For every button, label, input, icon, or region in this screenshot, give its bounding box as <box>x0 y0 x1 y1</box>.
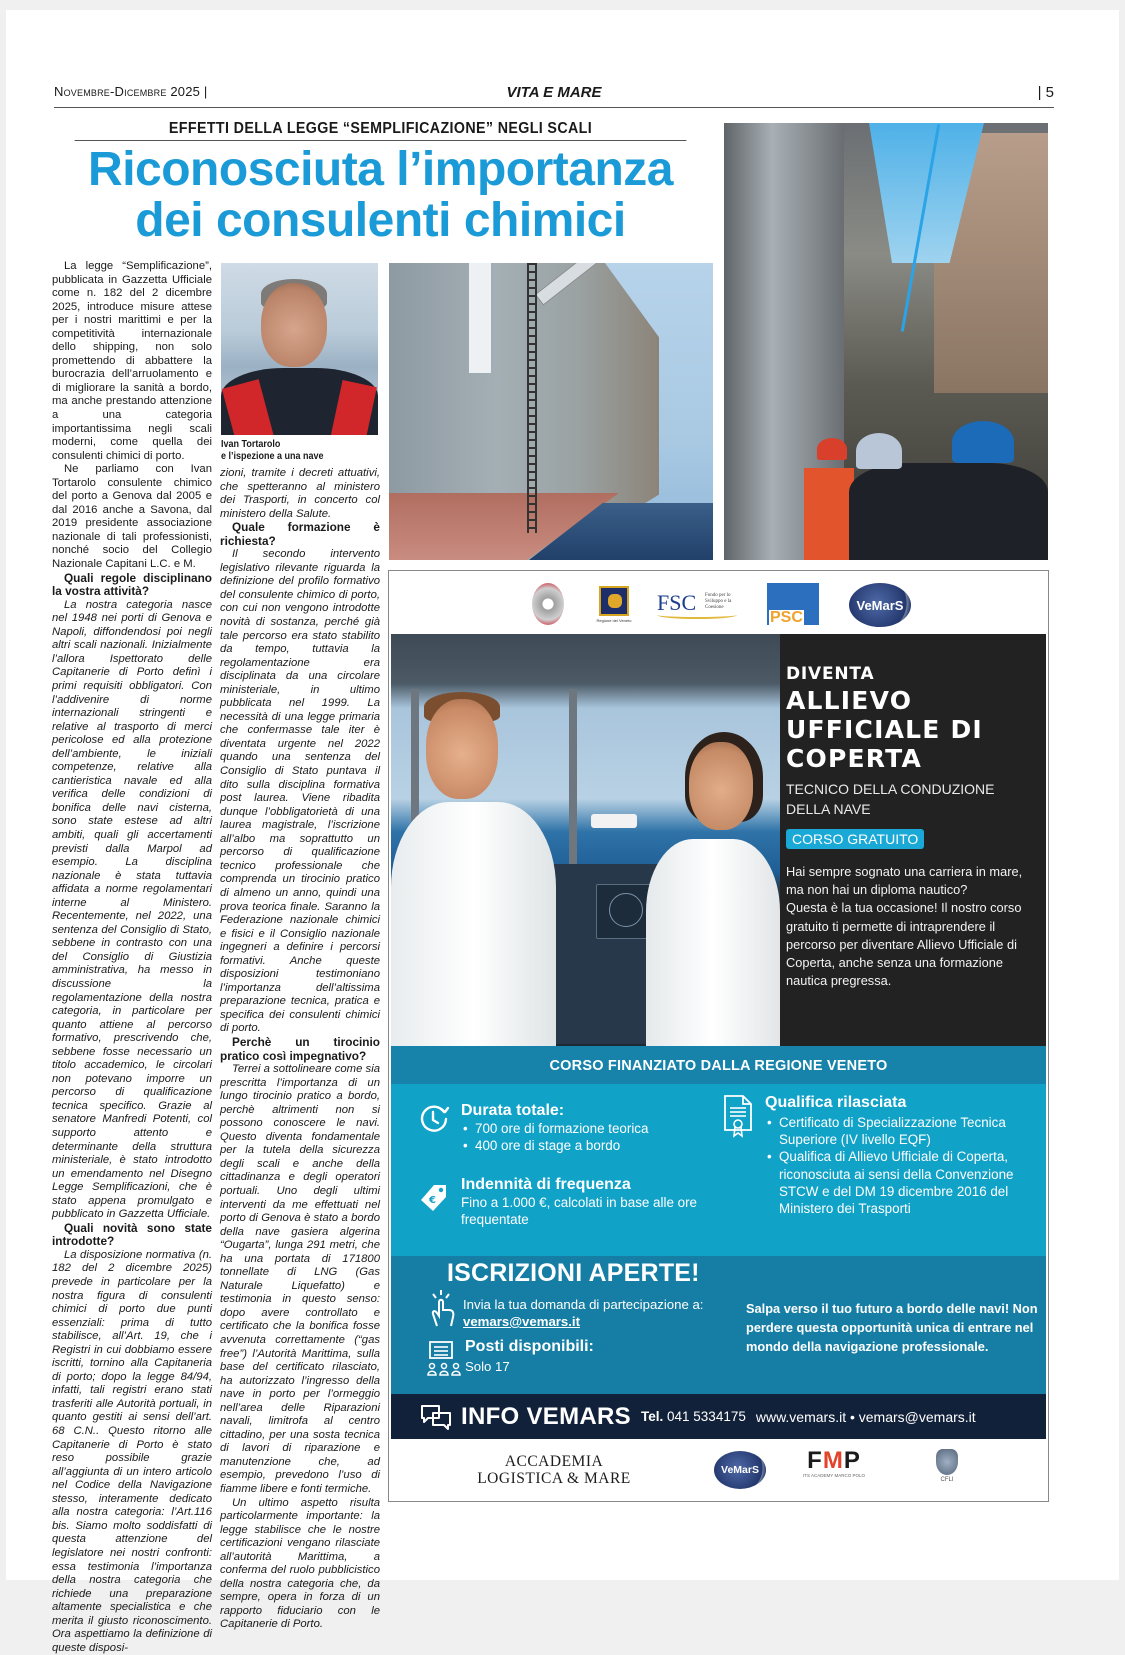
portrait-photo <box>221 263 378 435</box>
interview-question: Perchè un tirocinio pratico così impegnativo? <box>220 1034 380 1063</box>
distant-ship <box>591 814 637 828</box>
ship-inspection-photo <box>389 263 713 560</box>
course-advertisement <box>388 570 1049 1502</box>
shipyard-workers-photo <box>724 123 1048 560</box>
qualification-block <box>721 1094 1041 1217</box>
article-paragraph: La nostra categoria nasce nel 1948 nei porti di Genova e Napoli, diffondendosi poi negli altri scali nazionali. Inizialmente l’allora Ispettorato delle Capitanerie di Porto definì i primi requisiti obbligatori. Con l’addivenire di norme internazionali stringenti e relative al trasporto di merci pericolose ed alla protezione dell’ambiente, le iniziali competenze, relative alla cantieristica navale ed alla verifica delle condizioni di bonifica delle navi cisterna, sono state estese ad altri ambiti, quali gli accertamenti previsti dalla Marpol ad esempio. La disciplina nazionale è stata tuttavia affidata a norme regolamentari interne al Ministero. Recentemente, nel 2022, una sentenza del Consiglio di Stato, sebbene in contrasto con una del Consiglio di Giustizia amministrativa, ha messo in discussione la regolamentazione della nostra categoria, in particolare per quanto attiene al percorso formativo, prescrivendo che, sebbene fosse necessario un titolo accademico, le circolari non potevano imporre un percorso di qualificazione tecnica specifico. Grazie al senatore Manfredi Potenti, col supporto attento e determinante della struttura ministeriale, è stato introdotto un emendamento nel Disegno Legge Semplificazioni, che è stato appena promulgato e pubblicato in Gazzetta Ufficiale. <box>52 598 212 1221</box>
psc-logo: PSC <box>767 583 819 625</box>
italian-republic-emblem-icon <box>532 583 564 625</box>
regione-veneto-logo: Regione del Veneto <box>594 583 634 625</box>
article-paragraph: La disposizione normativa (n. 182 del 2 dicembre 2025) prevede in particolare per la nostra figura di consulenti chimici di porto due punti essenziali: prima di tutto stabilisce, all’Art. 19, che i Registri in cui dobbiamo essere iscritti, tornino alla Capitaneria di porto; dopo la legge 84/94, infatti, tali registri erano stati trasferiti alle Autorità portuali, in quanto gestiti ai sensi dell’art. 68 C.N.. Questo ritorno alle Capitanerie di Porto è stato reso possibile grazie all’aggiunta di un intero articolo nel Codice della Navigazione stesso, interamente dedicato alla nostra categoria: l’Art.116 bis. Siamo molto soddisfatti di questa attenzione del legislatore nei nostri confronti: essa testimonia l’importanza della nostra categoria che richiede una preparazione altamente specialistica e che merita il giusto riconoscimento. Ora aspettiamo la definizione di queste disposi- <box>52 1248 212 1654</box>
allowance-title: Indennità di frequenza <box>461 1176 631 1193</box>
ad-hero <box>391 634 1046 1046</box>
svg-text:€: € <box>429 1195 436 1206</box>
contact-bar <box>391 1394 1046 1439</box>
headline-line-2: dei consulenti chimici <box>135 194 626 247</box>
euro-tag-icon <box>417 1180 451 1214</box>
article-column-2 <box>220 467 380 1632</box>
duration-item: • 700 ore di formazione teorica <box>461 1120 717 1137</box>
allowance-text: Fino a 1.000 €, calcolati in base alle ore frequentate <box>461 1195 697 1228</box>
interview-question: Quali regole disciplinano la vostra attività? <box>52 570 212 599</box>
contact-brand: INFO VEMARS <box>461 1402 631 1430</box>
qualification-title: Qualifica rilasciata <box>765 1094 907 1111</box>
duration-item: • 400 ore di stage a bordo <box>461 1137 717 1154</box>
article-kicker: EFFETTI DELLA LEGGE “SEMPLIFICAZIONE” NEGLI SCALI <box>75 120 687 141</box>
bridge-officers-photo <box>391 634 780 1046</box>
hero-body: Hai sempre sognato una carriera in mare, ma non hai un diploma nautico? Questa è la tua occasione! Il nostro corso gratuito ti permette di intraprendere il percorso per diventare Allievo Ufficiale di Coperta, anche senza una formazione nautica pregressa. <box>786 864 1023 989</box>
hero-text <box>786 664 1041 990</box>
headline-line-1: Riconosciuta l’importanza <box>88 143 673 196</box>
hero-pretitle: DIVENTA <box>786 664 875 684</box>
hero-subtitle: TECNICO DELLA CONDUZIONE DELLA NAVE <box>786 781 995 817</box>
list-icon <box>429 1341 453 1359</box>
article-paragraph: Un ultimo aspetto risulta particolarmente importante: la legge stabilisce che le nostre certificazioni vengano rilasciate all’autorità Marittima, a conferma del ruolo pubblicistico della nostra categoria che, da sempre, opera in forza di un rapporto fiduciario con le Capitanerie di Porto. <box>220 1496 380 1631</box>
vemars-footer-logo: VeMarS <box>714 1451 766 1489</box>
course-info <box>391 1084 1046 1256</box>
funding-band: CORSO FINANZIATO DALLA REGIONE VENETO <box>391 1046 1046 1084</box>
enrollment-section <box>391 1256 1046 1394</box>
certificate-icon <box>721 1094 755 1138</box>
seats-title: Posti disponibili: <box>465 1338 594 1355</box>
article-paragraph: Ne parliamo con Ivan Tortarolo consulente chimico del porto a Genova dal 2005 e dal 2016 anche a Savona, dal 2019 presidente associazione nazionale di tali professionisti, nonché socio del Collegio Nazionale Capitani L.C. e M. <box>52 463 212 571</box>
enrollment-title: ISCRIZIONI APERTE! <box>447 1259 700 1287</box>
allowance-block <box>417 1176 717 1228</box>
qualification-item: • Certificato di Specializzazione Tecnica Superiore (IV livello EQF) <box>765 1114 1041 1148</box>
cfli-logo: CFLI <box>932 1449 962 1483</box>
seats-value: Solo 17 <box>465 1359 510 1374</box>
accademia-logistica-mare-logo: ACCADEMIA LOGISTICA & MARE <box>477 1453 631 1487</box>
vemars-logo: VeMarS <box>849 583 911 627</box>
masthead <box>54 82 1054 108</box>
article-paragraph: La legge “Semplificazione”, pubblicata in Gazzetta Ufficiale come n. 182 del 2 dicembre 2025, introduce misure attese per i nostri marittimi e per la competitività internazionale dello shipping, non solo promettendo di abbattere la burocrazia dell’arruolamento e di migliorare la sanità a bordo, ma anche prestando attenzione a una categoria importantissima negli scali moderni, come quella dei consulenti chimici di porto. <box>52 260 212 462</box>
enrollment-email-link[interactable]: vemars@vemars.it <box>463 1314 580 1329</box>
free-course-badge: CORSO GRATUITO <box>786 829 924 849</box>
sponsor-logos <box>389 571 1048 633</box>
article-headline <box>48 144 713 246</box>
partner-logos <box>389 1439 1048 1501</box>
article-paragraph: Il secondo intervento legislativo rilevante riguarda la definizione del profilo formativo del consulente chimico di porto, con cui non vengono introdotte novità di sostanza, perché già tale percorso era stato stabilito da tempo, tuttavia la regolamentazione era disciplinata da una circolare ministeriale, in ultimo pubblicata nel 1999. La necessità di una legge primaria che confermasse tale iter è diventata urgente nel 2022 quando una sentenza del Consiglio di Stato puntava il dito sulla disciplina formativa post laurea. Viene ribadita dunque l’obbligatorietà di una laurea magistrale, l’iscrizione all’albo ma soprattutto un percorso di qualificazione tecnico professionale che comprenda un tirocinio pratico di almeno un anno, quindi una prova teorica finale. Saranno la Federazione nazionale chimici e fisici e il Consiglio nazionale ingegneri a definire i percorsi formativi. Anche queste disposizioni testimoniano l’importanza dell’altissima preparazione tecnica, pratica e specifica dei consulenti chimici di porto. <box>220 548 380 1035</box>
chat-bubbles-icon <box>419 1403 453 1431</box>
duration-title: Durata totale: <box>461 1102 565 1119</box>
fsc-logo: FSC Fondo per lo Sviluppo e la Coesione <box>657 583 742 623</box>
page-number: | 5 <box>1037 84 1054 101</box>
people-icon <box>427 1362 461 1376</box>
veneto-lion-icon <box>599 586 629 616</box>
hand-tap-icon <box>427 1288 459 1328</box>
enrollment-cta-text: Salpa verso il tuo futuro a bordo delle navi! Non perdere questa opportunità unica di entrare nel mondo della navigazione professionale. <box>746 1301 1038 1354</box>
photo-caption: Ivan Tortarolo e l’ispezione a una nave <box>221 439 324 462</box>
qualification-item: • Qualifica di Allievo Ufficiale di Coperta, riconosciuta ai sensi della Convenzione STCW e del DM 19 dicembre 2016 del Ministero dei Trasporti <box>765 1148 1041 1217</box>
duration-block <box>417 1102 717 1154</box>
contact-phone[interactable]: Tel. 041 5334175 <box>640 1409 746 1424</box>
cfli-crest-icon <box>936 1449 958 1475</box>
article-paragraph: Terrei a sottolineare come sia prescritta l’importanza di un lungo tirocinio pratico a bordo, perchè altrimenti non si possono conoscere le navi. Questo diventa fondamentale per la tutela della sicurezza degli scali e anche della cittadinanza e degli operatori portuali. Uno degli ultimi interventi da me effettuati nel porto di Genova è stato a bordo della nave gasiera algerina “Ougarta”, lunga 291 metri, che ha una portata di 171800 tonnellate di LNG (Gas Naturale Liquefatto) e testimonia in questo senso: dopo avere controllato e certificato che la bonifica fosse avvenuta correttamente (“gas free”) l’Autorità Marittima, sulla base del certificato rilasciato, ha autorizzato l’ingresso della nave in porto per l’ormeggio nell’area delle Riparazioni navali, limitrofa al centro cittadino, per una sosta tecnica di lavori di riparazione e manutenzione che, ad esempio, prevedono l’uso di fiamme libere e fonti termiche. <box>220 1063 380 1496</box>
article-column-1 <box>52 260 212 1655</box>
contact-web-email[interactable]: www.vemars.it • vemars@vemars.it <box>755 1408 976 1425</box>
interview-question: Quali novità sono state introdotte? <box>52 1220 212 1249</box>
publication-title: VITA E MARE <box>506 84 602 101</box>
enrollment-instructions: Invia la tua domanda di partecipazione a: vemars@vemars.it <box>463 1297 704 1329</box>
its-marco-polo-logo: FMP ITS ACADEMY MARCO POLO <box>803 1447 865 1478</box>
issue-date: Novembre-Dicembre 2025 | <box>54 84 208 99</box>
interview-question: Quale formazione è richiesta? <box>220 520 380 548</box>
clock-icon <box>417 1102 451 1136</box>
article-paragraph: zioni, tramite i decreti attuativi, che spetteranno al ministero dei Trasporti, in concerto col ministero della Salute. <box>220 467 380 520</box>
hero-title: ALLIEVO UFFICIALE DI COPERTA <box>786 686 983 773</box>
